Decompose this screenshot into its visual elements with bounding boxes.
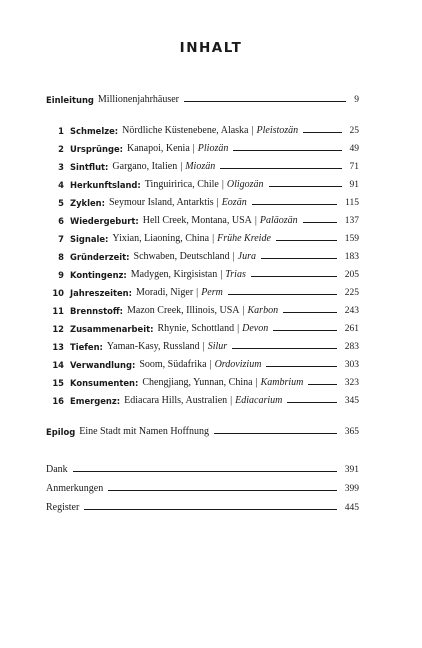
page-number: 71 [349,162,359,172]
page-number: 25 [349,126,359,136]
dot-leader [261,258,337,259]
page-number: 445 [344,503,359,513]
separator: | [220,269,223,280]
toc-entry-chapter[interactable] [46,157,359,172]
chapter-label: Ursprünge: [70,144,123,154]
page-number: 365 [344,427,359,437]
dot-leader [266,366,336,367]
separator: | [242,305,245,316]
page-number: 303 [344,360,359,370]
separator: | [221,179,224,190]
separator: | [212,233,215,244]
chapter-number: 6 [58,216,64,226]
page-number: 9 [354,95,359,105]
toc-entry-chapter[interactable] [46,229,359,244]
chapter-label: Signale: [70,234,109,244]
chapter-period: Paläozän [259,215,298,226]
page-number: 261 [344,324,359,334]
dot-leader [84,509,336,510]
page-number: 137 [344,216,359,226]
page-number: 283 [344,342,359,352]
chapter-label: Emergenz: [70,396,121,406]
dot-leader [233,150,341,151]
separator: | [202,341,205,352]
dot-leader [283,312,337,313]
dot-leader [269,186,342,187]
chapter-period: Karbon [247,305,279,316]
chapter-label: Brennstoff: [70,306,123,316]
toc-entry-chapter[interactable] [46,121,359,136]
chapter-number: 10 [52,288,64,298]
chapter-number: 8 [58,252,64,262]
toc-entry-chapter[interactable] [46,193,359,208]
entry-label: Epilog [46,427,76,437]
dot-leader [214,433,337,434]
entry-title: Millionenjahrhäuser [97,94,179,105]
toc-entry-chapter[interactable] [46,337,359,352]
chapter-number: 12 [52,324,64,334]
page-title: INHALT [179,40,243,56]
chapter-place: Tinguiririca, Chile [144,179,219,190]
chapter-period: Eozän [221,197,247,208]
toc-entry-backmatter[interactable] [46,479,359,494]
separator: | [254,215,257,226]
chapter-place: Mazon Creek, Illinois, USA [127,305,240,316]
toc-entry-chapter[interactable] [46,211,359,226]
chapter-label: Wiedergeburt: [70,216,139,226]
page-number: 91 [349,180,359,190]
toc-entry-chapter[interactable] [46,139,359,154]
entry-label: Einleitung [46,95,94,105]
dot-leader [108,490,337,491]
chapter-place: Soom, Südafrika [139,359,207,370]
toc-entry-chapter[interactable] [46,355,359,370]
page-number: 225 [344,288,359,298]
separator: | [216,197,219,208]
chapter-label: Kontingenz: [70,270,127,280]
chapter-number: 3 [58,162,64,172]
chapter-period: Trias [225,269,246,280]
chapter-label: Sintflut: [70,162,109,172]
separator: | [180,161,183,172]
chapter-place: Seymour Island, Antarktis [108,197,214,208]
chapter-label: Zyklen: [70,198,105,208]
toc-entry-chapter[interactable] [46,373,359,388]
chapter-period: Oligozän [226,179,264,190]
chapter-number: 13 [52,342,64,352]
chapter-period: Ordovizium [214,359,262,370]
toc-entry-chapter[interactable] [46,391,359,406]
page-number: 159 [344,234,359,244]
chapter-label: Zusammenarbeit: [70,324,154,334]
chapter-period: Frühe Kreide [217,233,271,244]
dot-leader [287,402,336,403]
toc-entry-epilog[interactable] [46,422,359,437]
toc-entry-chapter[interactable] [46,319,359,334]
toc-entry-intro[interactable] [46,90,359,105]
toc-entry-backmatter[interactable] [46,460,359,475]
chapter-number: 9 [58,270,64,280]
chapter-period: Kambrium [260,377,304,388]
entry-title: Eine Stadt mit Namen Hoffnung [79,426,210,437]
chapter-label: Verwandlung: [70,360,136,370]
chapter-place: Yaman-Kasy, Russland [106,341,200,352]
chapter-label: Schmelze: [70,126,119,136]
chapter-period: Ediacarium [235,395,283,406]
dot-leader [273,330,337,331]
chapter-period: Jura [237,251,256,262]
chapter-place: Nördliche Küstenebene, Alaska [122,125,249,136]
toc-entry-chapter[interactable] [46,175,359,190]
dot-leader [73,471,337,472]
chapter-period: Pliozän [197,143,229,154]
chapter-number: 15 [52,378,64,388]
separator: | [232,251,235,262]
separator: | [192,143,195,154]
chapter-period: Silur [207,341,228,352]
separator: | [255,377,258,388]
chapter-place: Yixian, Liaoning, China [112,233,210,244]
chapter-place: Chengjiang, Yunnan, China [142,377,253,388]
dot-leader [184,101,346,102]
chapter-place: Kanapoi, Kenia [127,143,190,154]
chapter-place: Moradi, Niger [135,287,194,298]
dot-leader [220,168,341,169]
page-number: 183 [344,252,359,262]
chapter-label: Jahreszeiten: [70,288,132,298]
chapter-label: Herkunftsland: [70,180,141,190]
page-number: 345 [344,396,359,406]
chapter-number: 5 [58,198,64,208]
chapter-number: 2 [58,144,64,154]
entry-title: Dank [46,464,68,475]
chapter-place: Schwaben, Deutschland [133,251,230,262]
toc-entry-chapter[interactable] [46,283,359,298]
chapter-number: 4 [58,180,64,190]
chapter-label: Gründerzeit: [70,252,130,262]
dot-leader [303,222,337,223]
chapter-label: Konsumenten: [70,378,139,388]
toc-entry-backmatter[interactable] [46,498,359,513]
dot-leader [232,348,337,349]
separator: | [209,359,212,370]
chapter-place: Ediacara Hills, Australien [124,395,228,406]
toc-entry-chapter[interactable] [46,265,359,280]
separator: | [251,125,254,136]
entry-title: Register [46,502,80,513]
page-number: 323 [344,378,359,388]
page-number: 115 [345,198,359,208]
dot-leader [228,294,337,295]
page-number: 49 [349,144,359,154]
chapter-place: Gargano, Italien [112,161,178,172]
dot-leader [303,132,341,133]
chapter-period: Miozän [185,161,216,172]
page-number: 243 [344,306,359,316]
chapter-label: Tiefen: [70,342,103,352]
toc-entry-chapter[interactable] [46,247,359,262]
chapter-number: 14 [52,360,64,370]
chapter-number: 1 [58,126,64,136]
chapter-place: Rhynie, Schottland [157,323,235,334]
page-number: 205 [344,270,359,280]
chapter-period: Perm [201,287,223,298]
separator: | [196,287,199,298]
chapter-number: 16 [52,396,64,406]
toc-entry-chapter[interactable] [46,301,359,316]
dot-leader [252,204,337,205]
chapter-number: 7 [58,234,64,244]
page-number: 399 [344,484,359,494]
page-number: 391 [344,465,359,475]
chapter-period: Devon [242,323,269,334]
separator: | [230,395,233,406]
separator: | [237,323,240,334]
entry-title: Anmerkungen [46,483,104,494]
chapter-place: Madygen, Kirgisistan [130,269,218,280]
dot-leader [276,240,337,241]
chapter-number: 11 [52,306,64,316]
chapter-place: Hell Creek, Montana, USA [142,215,252,226]
chapter-period: Pleistozän [256,125,299,136]
dot-leader [251,276,337,277]
dot-leader [308,384,336,385]
